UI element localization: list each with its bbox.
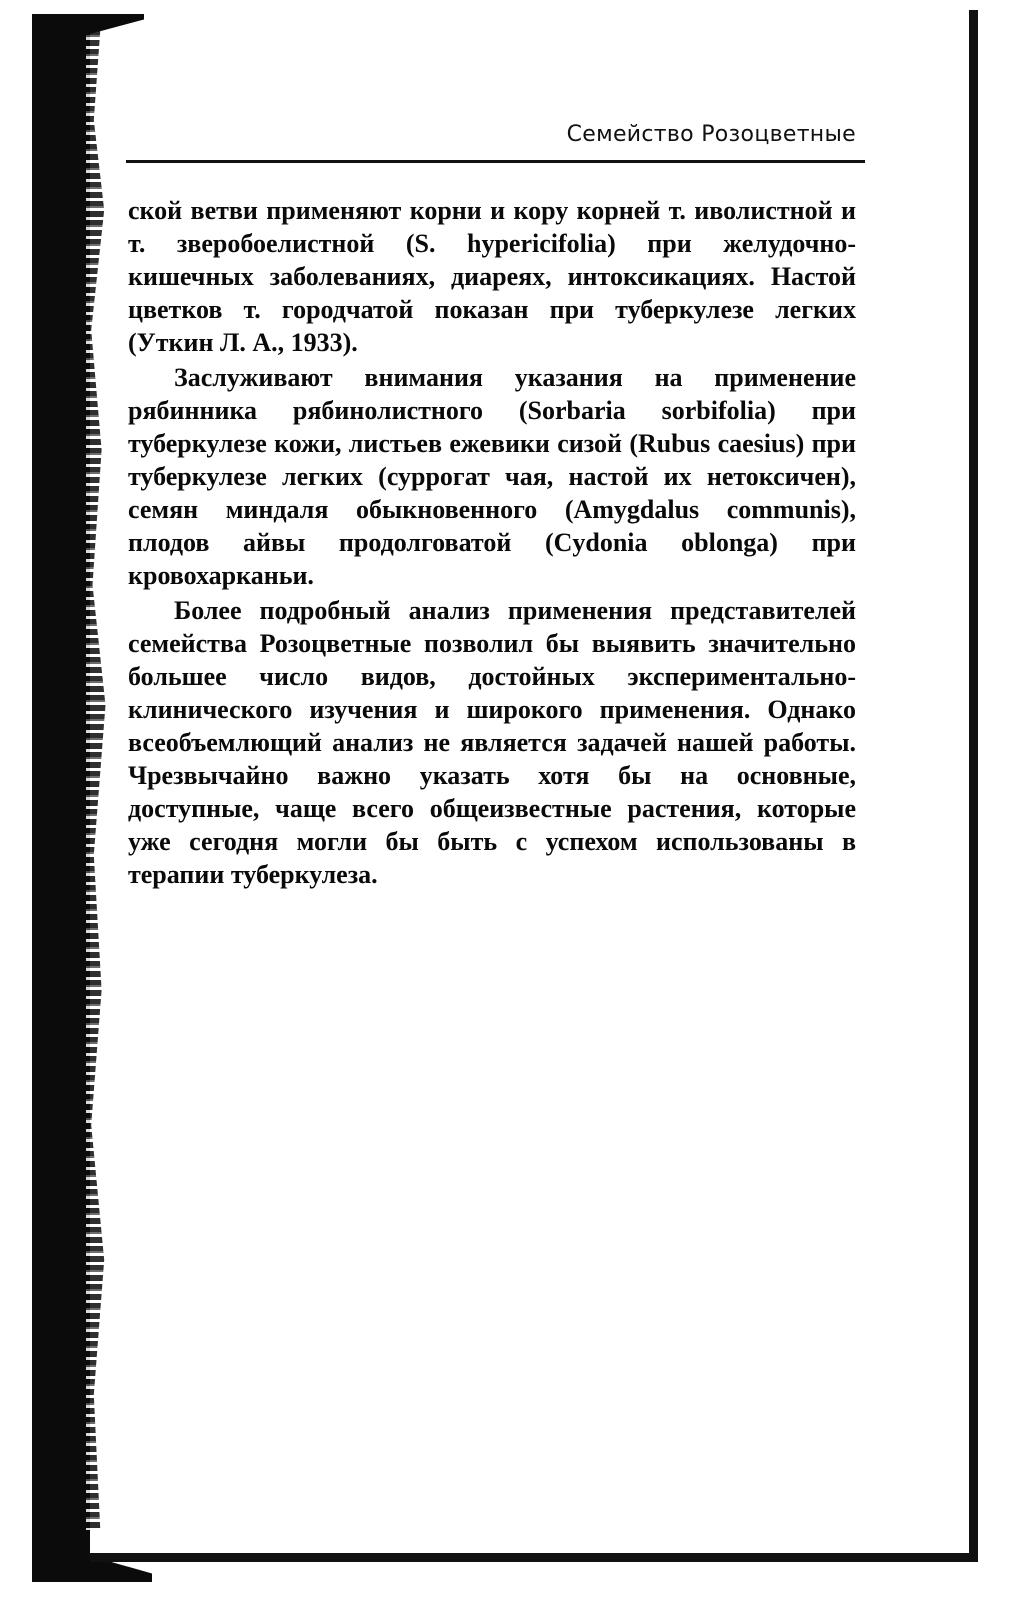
paragraph-1: ской ветви применяют корни и кору корней т. иволистной и т. зверобоелистной (S. hypericifolia) при желудочно-кишечных заболеваниях, диареях, интоксикациях. Настой цветков т. городчатой показан при туберкулезе легких (Уткин Л. А., 1933).: [128, 196, 856, 357]
paragraph-3: Более подробный анализ применения представителей семейства Розоцветные позволил бы выявить значительно большее число видов, достойных экспериментально-клинического изучения и широкого применения. Однако всеобъемлющий анализ не является задачей нашей работы. Чрезвычайно важно указать хотя бы на основные, доступные, чаще всего общеизвестные растения, которые уже сегодня могли бы быть с успехом использованы в терапии туберкулеза.: [128, 596, 856, 889]
header-rule: [126, 160, 865, 163]
body-text: [128, 194, 856, 893]
book-spine-ragged-edge: [86, 30, 112, 1530]
running-header: Семейство Розоцветные: [566, 122, 856, 147]
book-spine-shadow: [32, 18, 90, 1578]
page-frame-right-edge: [969, 10, 978, 1560]
paragraph-2: Заслуживают внимания указания на применение рябинника рябинолистного (Sorbaria sorbifolia) при туберкулезе кожи, листьев ежевики сизой (Rubus caesius) при туберкулезе легких (суррогат чая, настой их нетоксичен), семян миндаля обыкновенного (Amygdalus communis), плодов айвы продолговатой (Cydonia oblonga) при кровохарканьи.: [128, 363, 856, 590]
page-frame-bottom-edge: [90, 1553, 978, 1562]
